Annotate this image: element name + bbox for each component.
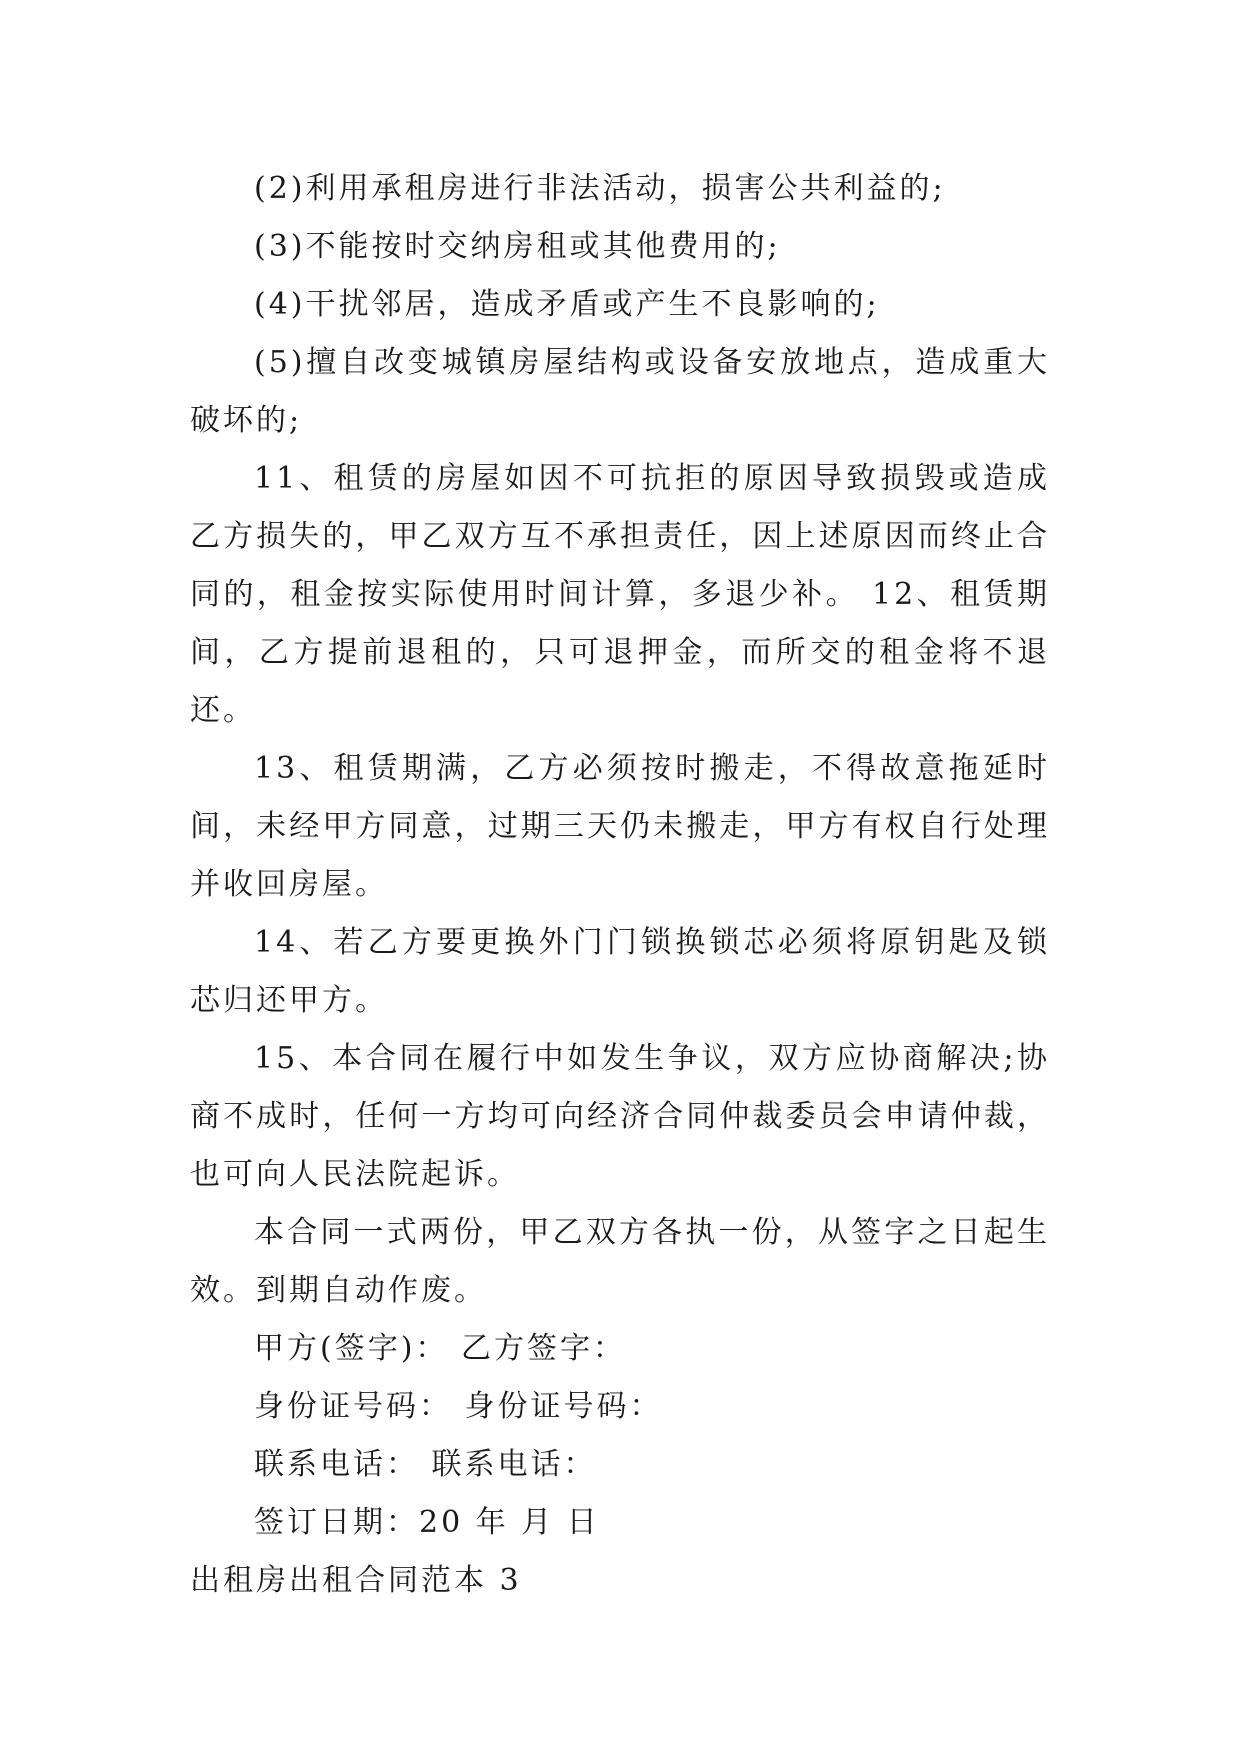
phone-line: 联系电话： 联系电话： bbox=[254, 1447, 597, 1482]
clause-11-12: 11、租赁的房屋如因不可抗拒的原因导致损毁或造成乙方损失的，甲乙双方互不承担责任，因上述原因而终止合同的，租金按实际使用时间计算，多退少补。 12、租赁期间，乙方提前退租的，只可退押金，而所交的租金将不退还。 bbox=[190, 461, 1050, 728]
clause-5: (5)擅自改变城镇房屋结构或设备安放地点，造成重大破坏的; bbox=[190, 345, 1050, 438]
next-section-title: 出租房出租合同范本 3 bbox=[190, 1563, 522, 1598]
clause-3: (3)不能按时交纳房租或其他费用的; bbox=[254, 229, 781, 264]
id-number-line: 身份证号码： 身份证号码： bbox=[254, 1389, 663, 1424]
clause-15: 15、本合同在履行中如发生争议，双方应协商解决;协商不成时，任何一方均可向经济合同仲裁委员会申请仲裁，也可向人民法院起诉。 bbox=[190, 1041, 1050, 1192]
clause-13: 13、租赁期满，乙方必须按时搬走，不得故意拖延时间，未经甲方同意，过期三天仍未搬走，甲方有权自行处理并收回房屋。 bbox=[190, 751, 1050, 902]
clause-14: 14、若乙方要更换外门门锁换锁芯必须将原钥匙及锁芯归还甲方。 bbox=[190, 925, 1050, 1018]
contract-copies-note: 本合同一式两份，甲乙双方各执一份，从签字之日起生效。到期自动作废。 bbox=[190, 1215, 1050, 1308]
clause-2: (2)利用承租房进行非法活动，损害公共利益的; bbox=[254, 171, 946, 206]
signature-line: 甲方(签字)： 乙方签字： bbox=[254, 1331, 626, 1366]
document-body bbox=[190, 160, 1050, 1610]
signing-date-line: 签订日期：20 年 月 日 bbox=[254, 1505, 600, 1540]
clause-4: (4)干扰邻居，造成矛盾或产生不良影响的; bbox=[254, 287, 880, 322]
